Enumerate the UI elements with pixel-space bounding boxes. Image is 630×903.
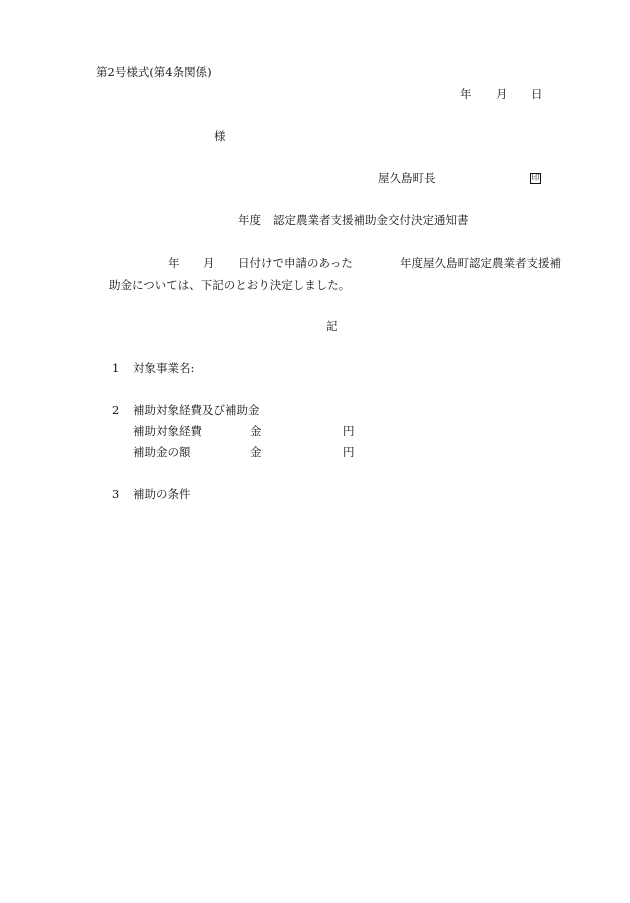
body-line1-middle: 日付けで申請のあった — [238, 256, 353, 270]
item-number: 3 — [112, 487, 120, 501]
date-month: 月 — [496, 87, 508, 101]
item-label: 対象事業名: — [133, 361, 195, 375]
item-number: 1 — [112, 361, 120, 375]
subitem-yen: 円 — [343, 424, 355, 438]
body-month: 月 — [203, 256, 215, 270]
item-number: 2 — [112, 403, 120, 417]
item-label: 補助対象経費及び補助金 — [133, 403, 260, 417]
addressee-suffix: 様 — [214, 129, 226, 143]
document-title-text: 認定農業者支援補助金交付決定通知書 — [273, 213, 469, 227]
ki-heading: 記 — [326, 319, 338, 333]
document-title-year: 年度 — [238, 213, 261, 227]
body-line2: 助金については、下記のとおり決定しました。 — [109, 278, 351, 292]
issuer-title: 屋久島町長 — [378, 171, 436, 185]
official-seal-icon: 印 — [531, 173, 540, 182]
item-label: 補助の条件 — [133, 487, 191, 501]
subitem-label: 補助金の額 — [133, 445, 191, 459]
subitem-yen: 円 — [343, 445, 355, 459]
subitem-label: 補助対象経費 — [133, 424, 202, 438]
form-label: 第2号様式(第4条関係) — [96, 65, 212, 79]
subitem-kin: 金 — [250, 424, 262, 438]
body-line1-end: 年度屋久島町認定農業者支援補 — [400, 256, 561, 270]
body-year: 年 — [168, 256, 180, 270]
date-day: 日 — [531, 87, 543, 101]
date-year: 年 — [460, 87, 472, 101]
subitem-kin: 金 — [250, 445, 262, 459]
